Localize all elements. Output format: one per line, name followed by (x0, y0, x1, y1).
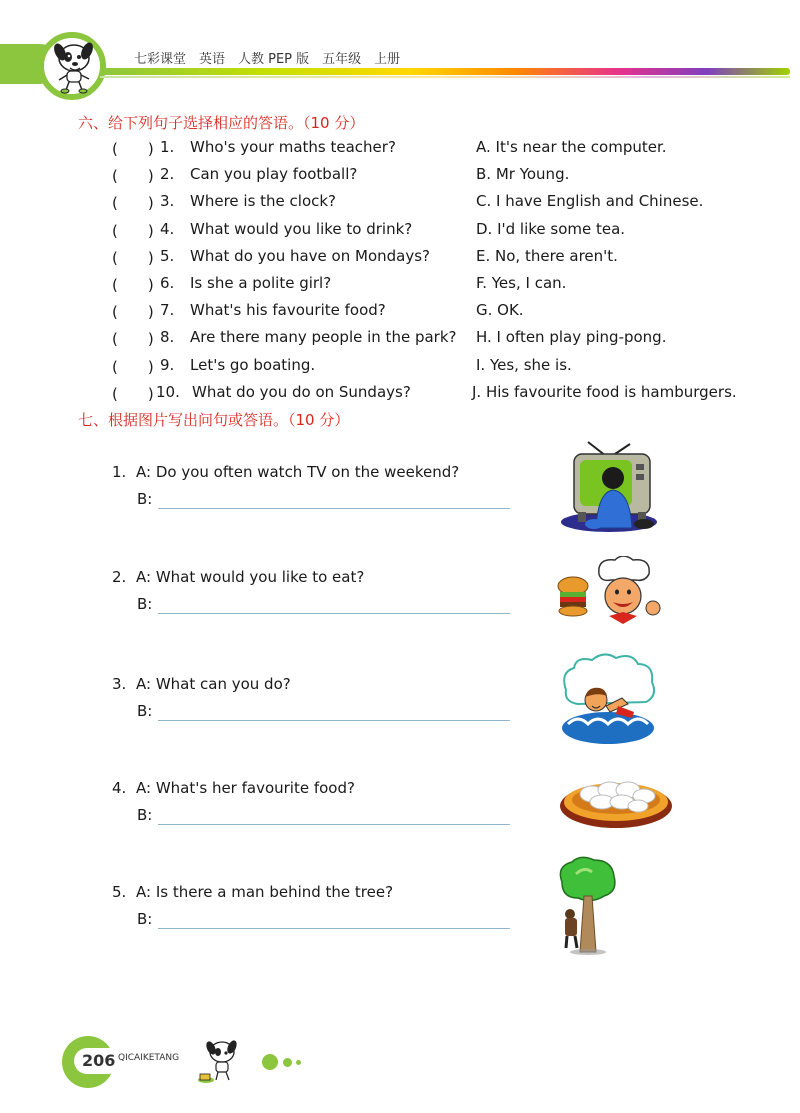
dialogue-question (112, 779, 355, 797)
dialogue-question-text: A: Is there a man behind the tree? (136, 883, 394, 901)
dialogue-number: 3. (112, 675, 127, 693)
dialogue-b-label: B: (137, 806, 153, 824)
answer-line[interactable] (158, 613, 510, 614)
question-number: 2. (160, 165, 175, 183)
answer-blank[interactable]: ( ) (112, 222, 154, 240)
matching-row (0, 138, 800, 164)
section6-title: 六、给下列句子选择相应的答语。（10 分） (78, 114, 365, 132)
swimming-boy-icon (558, 650, 658, 746)
header-title: 七彩课堂 英语 人教 PEP 版 五年级 上册 (134, 52, 401, 67)
dog-mascot-icon (46, 36, 102, 94)
answer-blank[interactable]: ( ) (112, 276, 154, 294)
answer-line[interactable] (158, 928, 510, 929)
matching-row (0, 301, 800, 327)
question-text: Is she a polite girl? (190, 274, 332, 292)
answer-line[interactable] (158, 824, 510, 825)
question-text: Are there many people in the park? (190, 328, 457, 346)
matching-row (0, 247, 800, 273)
question-text: Can you play football? (190, 165, 358, 183)
dialogue-question (112, 463, 459, 481)
answer-blank[interactable]: ( ) (112, 385, 154, 403)
dialogue-question-text: A: Do you often watch TV on the weekend? (136, 463, 460, 481)
dialogue-b-label: B: (137, 490, 153, 508)
answer-option: F. Yes, I can. (476, 274, 567, 292)
matching-row (0, 192, 800, 218)
answer-blank[interactable]: ( ) (112, 303, 154, 321)
question-text: Let's go boating. (190, 356, 316, 374)
dialogue-number: 2. (112, 568, 127, 586)
answer-blank[interactable]: ( ) (112, 358, 154, 376)
question-text: Who's your maths teacher? (190, 138, 396, 156)
matching-row (0, 328, 800, 354)
question-number: 3. (160, 192, 175, 210)
question-text: Where is the clock? (190, 192, 337, 210)
answer-option: G. OK. (476, 301, 524, 319)
dialogue-number: 4. (112, 779, 127, 797)
answer-blank[interactable]: ( ) (112, 167, 154, 185)
chef-hamburger-icon (555, 556, 667, 626)
answer-option: I. Yes, she is. (476, 356, 572, 374)
answer-option: H. I often play ping-pong. (476, 328, 667, 346)
answer-option: E. No, there aren't. (476, 247, 618, 265)
matching-row (0, 220, 800, 246)
answer-blank[interactable]: ( ) (112, 249, 154, 267)
answer-option: D. I'd like some tea. (476, 220, 626, 238)
tv-watching-icon (558, 440, 660, 534)
dialogue-question-text: A: What can you do? (136, 675, 291, 693)
answer-blank[interactable]: ( ) (112, 140, 154, 158)
man-behind-tree-icon (556, 856, 618, 956)
dialogue-question-text: A: What would you like to eat? (136, 568, 365, 586)
dialogue-b-label: B: (137, 910, 153, 928)
page-number: 206 (74, 1048, 122, 1074)
dialogue-question (112, 883, 393, 901)
section7-title: 七、根据图片写出问句或答语。（10 分） (78, 411, 350, 429)
footer-mascot-icon (196, 1036, 244, 1086)
footer-dot-small (296, 1060, 301, 1065)
question-text: What do you have on Mondays? (190, 247, 430, 265)
dialogue-b-label: B: (137, 595, 153, 613)
answer-blank[interactable]: ( ) (112, 194, 154, 212)
matching-row (0, 165, 800, 191)
dialogue-number: 1. (112, 463, 127, 481)
answer-line[interactable] (158, 508, 510, 509)
header-rainbow-stripe (100, 68, 790, 75)
matching-row (0, 383, 800, 409)
dumplings-plate-icon (558, 766, 674, 832)
question-number: 9. (160, 356, 175, 374)
question-text: What's his favourite food? (190, 301, 386, 319)
question-text: What do you do on Sundays? (192, 383, 411, 401)
question-number: 10. (156, 383, 180, 401)
question-number: 8. (160, 328, 175, 346)
matching-row (0, 274, 800, 300)
question-text: What would you like to drink? (190, 220, 413, 238)
answer-blank[interactable]: ( ) (112, 330, 154, 348)
answer-option: C. I have English and Chinese. (476, 192, 704, 210)
dialogue-question-text: A: What's her favourite food? (136, 779, 355, 797)
footer-dot-medium (283, 1058, 292, 1067)
dialogue-question (112, 568, 364, 586)
matching-row (0, 356, 800, 382)
answer-option: J. His favourite food is hamburgers. (472, 383, 737, 401)
answer-option: B. Mr Young. (476, 165, 570, 183)
question-number: 6. (160, 274, 175, 292)
question-number: 4. (160, 220, 175, 238)
answer-option: A. It's near the computer. (476, 138, 667, 156)
answer-line[interactable] (158, 720, 510, 721)
dialogue-b-label: B: (137, 702, 153, 720)
question-number: 1. (160, 138, 175, 156)
header-rainbow-underline (100, 76, 790, 78)
question-number: 5. (160, 247, 175, 265)
question-number: 7. (160, 301, 175, 319)
dialogue-number: 5. (112, 883, 127, 901)
footer-brand: QICAIKETANG (118, 1053, 180, 1063)
footer-dot-large (262, 1054, 278, 1070)
dialogue-question (112, 675, 291, 693)
